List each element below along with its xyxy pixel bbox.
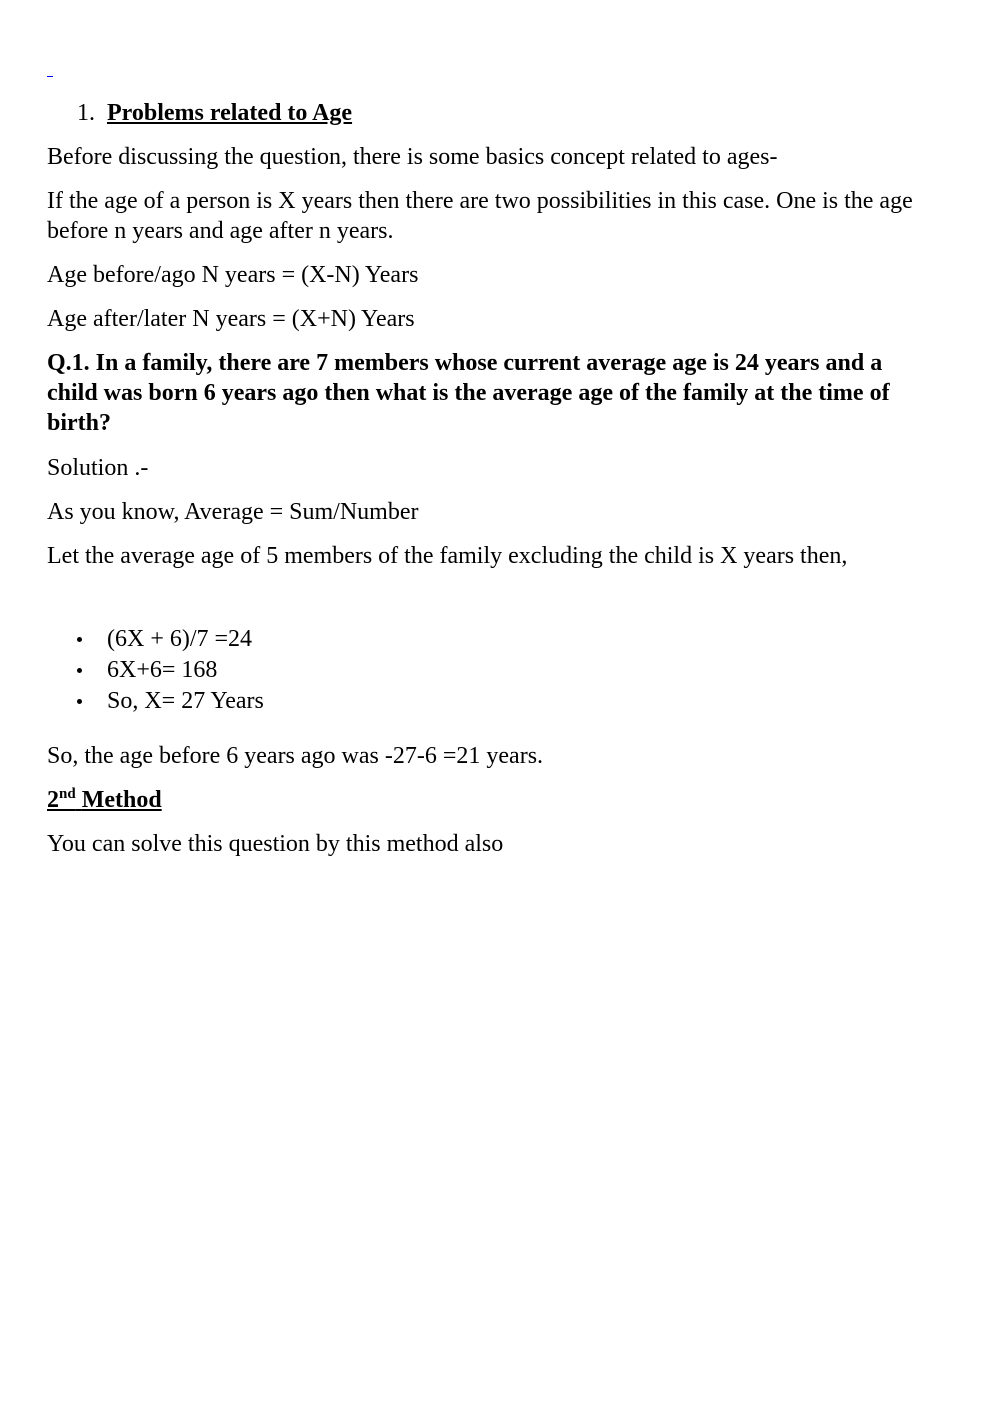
- question-text: Q.1. In a family, there are 7 members whose current average age is 24 years and a child was born 6 years ago then what is the average age of the family at the time of birth?: [47, 350, 890, 436]
- method-number: 2: [47, 787, 59, 813]
- step-text: So, X= 27 Years: [107, 688, 264, 714]
- method-ordinal: nd: [59, 786, 76, 802]
- section-title: Problems related to Age: [107, 100, 353, 126]
- solution-label: Solution .-: [47, 455, 149, 481]
- bullet-icon: [77, 699, 82, 704]
- list-item: [47, 624, 647, 655]
- intro-paragraph: Before discussing the question, there is some basics concept related to ages-: [47, 144, 778, 170]
- step-text: (6X + 6)/7 =24: [107, 626, 253, 652]
- conclusion-text: So, the age before 6 years ago was -27-6 =21 years.: [47, 743, 544, 769]
- method-label: Method: [81, 787, 162, 813]
- list-item: [47, 686, 647, 717]
- method-text: You can solve this question by this method also: [47, 831, 504, 857]
- method-heading: [47, 785, 937, 815]
- solution-steps-list: [47, 624, 647, 717]
- step-text: 6X+6= 168: [107, 657, 218, 683]
- age-before-formula: Age before/ago N years = (X-N) Years: [47, 262, 419, 288]
- average-formula: As you know, Average = Sum/Number: [47, 499, 419, 525]
- age-after-formula: Age after/later N years = (X+N) Years: [47, 306, 415, 332]
- bullet-icon: [77, 637, 82, 642]
- link-mark[interactable]: [47, 76, 53, 77]
- possibilities-paragraph: If the age of a person is X years then there are two possibilities in this case. One is the age before n years and age after n years.: [47, 188, 913, 244]
- let-statement: Let the average age of 5 members of the family excluding the child is X years then,: [47, 543, 848, 569]
- list-item: [47, 655, 647, 686]
- section-number: 1.: [77, 100, 95, 126]
- bullet-icon: [77, 668, 82, 673]
